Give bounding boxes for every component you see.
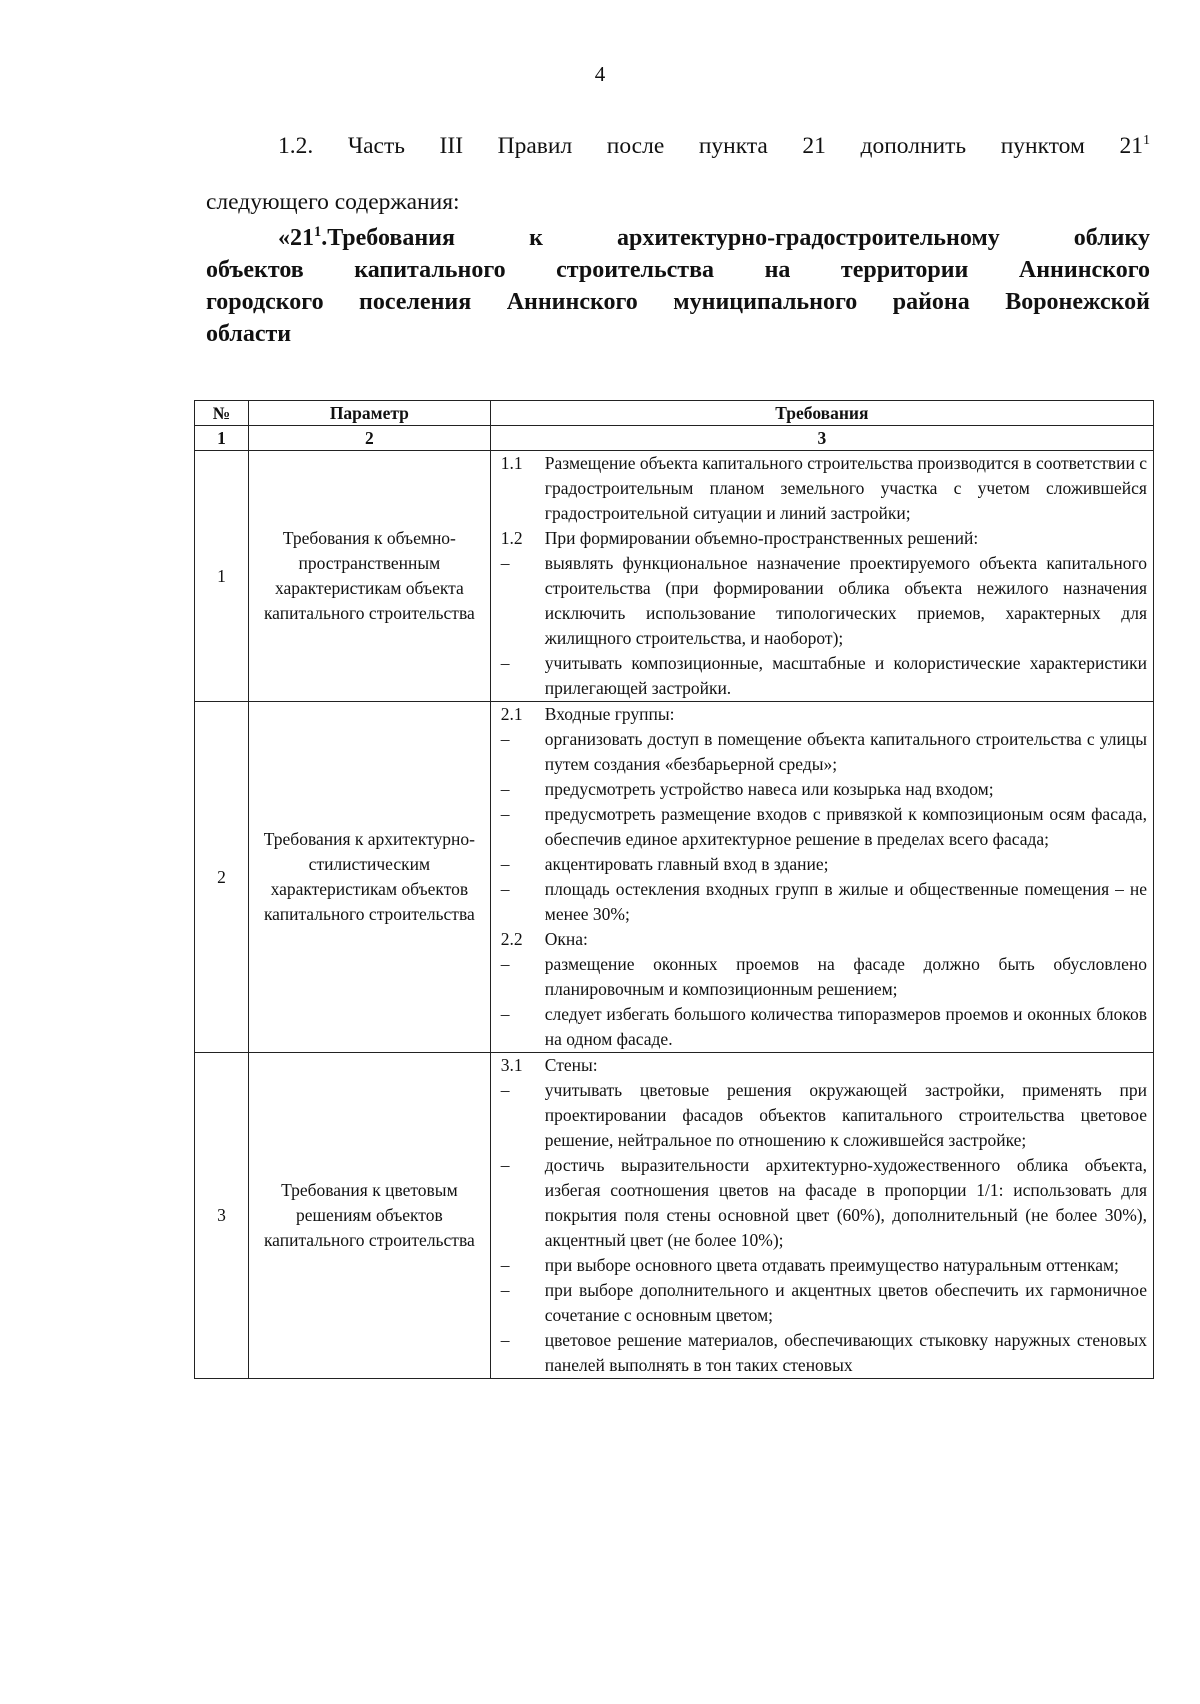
item-marker: – bbox=[500, 1004, 510, 1024]
item-marker: 2.1 bbox=[500, 704, 523, 724]
requirement-item bbox=[501, 852, 1147, 877]
item-marker: – bbox=[500, 729, 510, 749]
item-text: Размещение объекта капитального строительства производится в соответствии с градостроительным планом земельного участка с учетом сложившейся градостроительной ситуации и линий застройки; bbox=[544, 453, 1147, 523]
row-number: 2 bbox=[195, 702, 249, 1053]
table-index-row bbox=[195, 426, 1154, 451]
intro-line-1-text: 1.2. Часть III Правил после пункта 21 дополнить пунктом 21 bbox=[278, 133, 1143, 159]
row-requirements bbox=[490, 1053, 1153, 1379]
item-text: размещение оконных проемов на фасаде должно быть обусловлено планировочным и композиционным решением; bbox=[544, 954, 1147, 999]
item-marker: – bbox=[500, 1255, 510, 1275]
table-row bbox=[195, 702, 1154, 1053]
item-marker: – bbox=[500, 1155, 510, 1175]
item-marker: – bbox=[500, 553, 510, 573]
item-text: при выборе дополнительного и акцентных цветов обеспечить их гармоничное сочетание с основным цветом; bbox=[544, 1280, 1147, 1325]
heading-superscript: 1 bbox=[314, 224, 322, 240]
item-text: учитывать цветовые решения окружающей застройки, применять при проектировании фасадов объектов капитального строительства цветовое решение, нейтральное по отношению к сложившейся застройке; bbox=[544, 1080, 1147, 1150]
item-marker: – bbox=[500, 1080, 510, 1100]
requirement-item bbox=[501, 1053, 1147, 1078]
heading-line-1 bbox=[206, 222, 1150, 254]
table-body bbox=[195, 451, 1154, 1379]
row-number: 1 bbox=[195, 451, 249, 702]
item-text: следует избегать большого количества типоразмеров проемов и оконных блоков на одном фасаде. bbox=[544, 1004, 1147, 1049]
index-1: 1 bbox=[195, 426, 249, 451]
header-number: № bbox=[195, 401, 249, 426]
item-marker: – bbox=[500, 653, 510, 673]
item-marker: – bbox=[500, 954, 510, 974]
header-requirements: Требования bbox=[490, 401, 1153, 426]
item-marker: 2.2 bbox=[500, 929, 523, 949]
item-marker: – bbox=[500, 804, 510, 824]
requirement-item bbox=[501, 877, 1147, 927]
requirement-item bbox=[501, 1278, 1147, 1328]
item-marker: – bbox=[500, 854, 510, 874]
requirements-table bbox=[194, 400, 1154, 1379]
requirement-item bbox=[501, 727, 1147, 777]
intro-superscript: 1 bbox=[1142, 132, 1150, 149]
table-row bbox=[195, 451, 1154, 702]
item-marker: – bbox=[500, 879, 510, 899]
requirement-item bbox=[501, 1002, 1147, 1052]
heading-line-3: городского поселения Аннинского муниципального района Воронежской bbox=[206, 289, 1150, 315]
page-number: 4 bbox=[594, 62, 606, 86]
requirement-item bbox=[501, 451, 1147, 526]
item-text: учитывать композиционные, масштабные и колористические характеристики прилегающей застройки. bbox=[544, 653, 1147, 698]
heading-line-4: области bbox=[206, 321, 292, 347]
requirement-item bbox=[501, 1328, 1147, 1378]
section-heading bbox=[206, 222, 1150, 350]
item-text: достичь выразительности архитектурно-художественного облика объекта, избегая соотношения цветов на фасаде в пропорции 1/1: использовать для покрытия поля стены основной цвет (60%), дополнительный (не более 30%), акцентный цвет (не более 10%); bbox=[544, 1155, 1147, 1250]
row-parameter: Требования к цветовым решениям объектов капитального строительства bbox=[248, 1053, 490, 1379]
item-text: Окна: bbox=[544, 929, 588, 949]
requirement-item bbox=[501, 526, 1147, 551]
item-text: предусмотреть устройство навеса или козырька над входом; bbox=[544, 779, 994, 799]
item-text: предусмотреть размещение входов с привязкой к композиционым осям фасада, обеспечив единое архитектурное решение в пределах всего фасада; bbox=[544, 804, 1147, 849]
intro-line-1 bbox=[206, 118, 1150, 174]
heading-line-1-text: .Требования к архитектурно-градостроительному облику bbox=[321, 225, 1150, 251]
item-marker: – bbox=[500, 1280, 510, 1300]
item-text: организовать доступ в помещение объекта капитального строительства с улицы путем создания «безбарьерной среды»; bbox=[544, 729, 1147, 774]
requirement-item bbox=[501, 777, 1147, 802]
row-parameter: Требования к архитектурно-стилистическим характеристикам объектов капитального строительства bbox=[248, 702, 490, 1053]
requirement-item bbox=[501, 1253, 1147, 1278]
item-marker: 3.1 bbox=[500, 1055, 523, 1075]
requirement-item bbox=[501, 651, 1147, 701]
item-marker: 1.2 bbox=[500, 528, 523, 548]
intro-line-2: следующего содержания: bbox=[206, 189, 460, 215]
requirement-item bbox=[501, 702, 1147, 727]
index-2: 2 bbox=[248, 426, 490, 451]
row-parameter: Требования к объемно-пространственным характеристикам объекта капитального строительства bbox=[248, 451, 490, 702]
item-text: при выборе основного цвета отдавать преимущество натуральным оттенкам; bbox=[544, 1255, 1119, 1275]
requirement-item bbox=[501, 551, 1147, 651]
heading-line-2: объектов капитального строительства на территории Аннинского bbox=[206, 257, 1150, 283]
item-text: выявлять функциональное назначение проектируемого объекта капитального строительства (при формировании облика объекта нежилого назначения исключить использование типологических приемов, характерных для жилищного строительства, и наоборот); bbox=[544, 553, 1147, 648]
item-text: При формировании объемно-пространственных решений: bbox=[544, 528, 979, 548]
requirement-item bbox=[501, 927, 1147, 952]
row-number: 3 bbox=[195, 1053, 249, 1379]
heading-lead: «21 bbox=[278, 225, 314, 251]
row-requirements bbox=[490, 702, 1153, 1053]
item-marker: – bbox=[500, 779, 510, 799]
requirement-item bbox=[501, 802, 1147, 852]
item-marker: 1.1 bbox=[500, 453, 523, 473]
item-text: Входные группы: bbox=[544, 704, 675, 724]
item-text: Стены: bbox=[544, 1055, 598, 1075]
table-header-row bbox=[195, 401, 1154, 426]
table-row bbox=[195, 1053, 1154, 1379]
row-requirements bbox=[490, 451, 1153, 702]
item-marker: – bbox=[500, 1330, 510, 1350]
requirement-item bbox=[501, 1153, 1147, 1253]
intro-paragraph bbox=[206, 118, 1150, 230]
item-text: акцентировать главный вход в здание; bbox=[544, 854, 829, 874]
requirement-item bbox=[501, 952, 1147, 1002]
requirement-item bbox=[501, 1078, 1147, 1153]
item-text: цветовое решение материалов, обеспечивающих стыковку наружных стеновых панелей выполнять в тон таких стеновых bbox=[544, 1330, 1147, 1375]
header-parameter: Параметр bbox=[248, 401, 490, 426]
item-text: площадь остекления входных групп в жилые и общественные помещения – не менее 30%; bbox=[544, 879, 1147, 924]
index-3: 3 bbox=[490, 426, 1153, 451]
